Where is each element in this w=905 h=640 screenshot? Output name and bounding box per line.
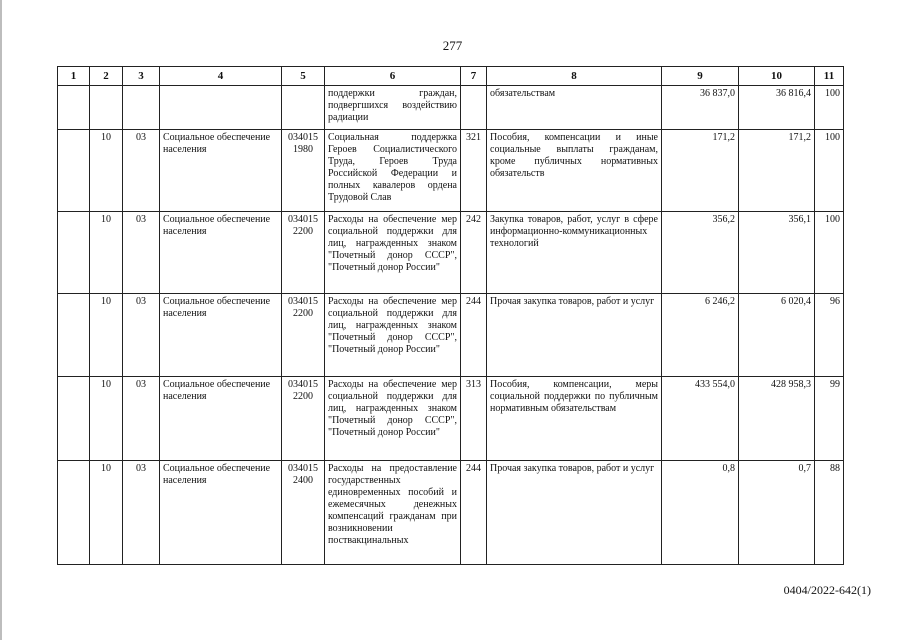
cell-subsection: 03 [123,377,160,461]
cell-target-code [282,86,325,130]
cell-executed: 171,2 [739,130,815,212]
cell-expense-name: Прочая закупка товаров, работ и услуг [487,294,662,377]
header-col-6: 6 [325,67,461,86]
cell-executed: 0,7 [739,461,815,565]
header-col-1: 1 [58,67,90,86]
cell-target-name: Расходы на обеспечение мер социальной поддержки для лиц, награжденных знаком "Почетный донор СССР", "Почетный донор России" [325,294,461,377]
header-col-7: 7 [461,67,487,86]
cell-subsection [123,86,160,130]
cell-target-code: 034015 2200 [282,377,325,461]
cell-col-1 [58,461,90,565]
cell-expense-name: Пособия, компенсации, меры социальной поддержки по публичным нормативным обязательствам [487,377,662,461]
header-col-8: 8 [487,67,662,86]
cell-subsection: 03 [123,461,160,565]
table-row [58,377,844,461]
cell-percent: 88 [815,461,844,565]
cell-percent: 100 [815,212,844,294]
cell-expense-code [461,86,487,130]
document-code: 0404/2022-642(1) [783,583,871,597]
cell-target-code: 034015 1980 [282,130,325,212]
header-col-11: 11 [815,67,844,86]
cell-percent: 99 [815,377,844,461]
cell-section: 10 [90,212,123,294]
cell-section: 10 [90,130,123,212]
cell-section-name: Социальное обеспечение населения [160,377,282,461]
cell-subsection: 03 [123,130,160,212]
cell-target-name: Социальная поддержка Героев Социалистического Труда, Героев Труда Российской Федерации и полных кавалеров ордена Трудовой Слав [325,130,461,212]
cell-col-1 [58,86,90,130]
cell-target-name: Расходы на предоставление государственных единовременных пособий и ежемесячных денежных компенсаций гражданам при возникновении поствакцинальных [325,461,461,565]
cell-section-name: Социальное обеспечение населения [160,212,282,294]
cell-planned: 0,8 [662,461,739,565]
header-col-4: 4 [160,67,282,86]
cell-planned: 433 554,0 [662,377,739,461]
cell-section: 10 [90,294,123,377]
cell-target-name: Расходы на обеспечение мер социальной поддержки для лиц, награжденных знаком "Почетный донор СССР", "Почетный донор России" [325,377,461,461]
cell-expense-code: 242 [461,212,487,294]
cell-target-code: 034015 2200 [282,294,325,377]
cell-planned: 36 837,0 [662,86,739,130]
cell-executed: 6 020,4 [739,294,815,377]
cell-col-1 [58,130,90,212]
cell-executed: 36 816,4 [739,86,815,130]
header-col-10: 10 [739,67,815,86]
cell-section-name [160,86,282,130]
table-row [58,461,844,565]
cell-target-name: Расходы на обеспечение мер социальной поддержки для лиц, награжденных знаком "Почетный донор СССР", "Почетный донор России" [325,212,461,294]
cell-section-name: Социальное обеспечение населения [160,461,282,565]
table-row [58,130,844,212]
scan-edge [0,0,2,640]
cell-expense-name: Пособия, компенсации и иные социальные выплаты гражданам, кроме публичных нормативных обязательств [487,130,662,212]
header-row [58,67,844,86]
cell-expense-name: Закупка товаров, работ, услуг в сфере информационно-коммуникационных технологий [487,212,662,294]
cell-section-name: Социальное обеспечение населения [160,294,282,377]
page-number: 277 [442,38,463,53]
cell-executed: 356,1 [739,212,815,294]
cell-section-name: Социальное обеспечение населения [160,130,282,212]
cell-target-code: 034015 2400 [282,461,325,565]
cell-expense-code: 313 [461,377,487,461]
header-col-9: 9 [662,67,739,86]
cell-col-1 [58,377,90,461]
cell-expense-code: 244 [461,461,487,565]
cell-target-code: 034015 2200 [282,212,325,294]
cell-target-name: поддержки граждан, подвергшихся воздействию радиации [325,86,461,130]
cell-planned: 6 246,2 [662,294,739,377]
cell-section: 10 [90,461,123,565]
cell-subsection: 03 [123,212,160,294]
cell-section: 10 [90,377,123,461]
cell-percent: 100 [815,130,844,212]
cell-expense-code: 321 [461,130,487,212]
header-col-3: 3 [123,67,160,86]
header-col-5: 5 [282,67,325,86]
cell-subsection: 03 [123,294,160,377]
cell-expense-code: 244 [461,294,487,377]
cell-planned: 356,2 [662,212,739,294]
header-col-2: 2 [90,67,123,86]
table-row [58,86,844,130]
table-row [58,212,844,294]
cell-expense-name: Прочая закупка товаров, работ и услуг [487,461,662,565]
budget-table [57,66,844,565]
cell-section [90,86,123,130]
cell-planned: 171,2 [662,130,739,212]
cell-percent: 96 [815,294,844,377]
table-row [58,294,844,377]
cell-percent: 100 [815,86,844,130]
cell-col-1 [58,212,90,294]
cell-executed: 428 958,3 [739,377,815,461]
cell-col-1 [58,294,90,377]
cell-expense-name: обязательствам [487,86,662,130]
